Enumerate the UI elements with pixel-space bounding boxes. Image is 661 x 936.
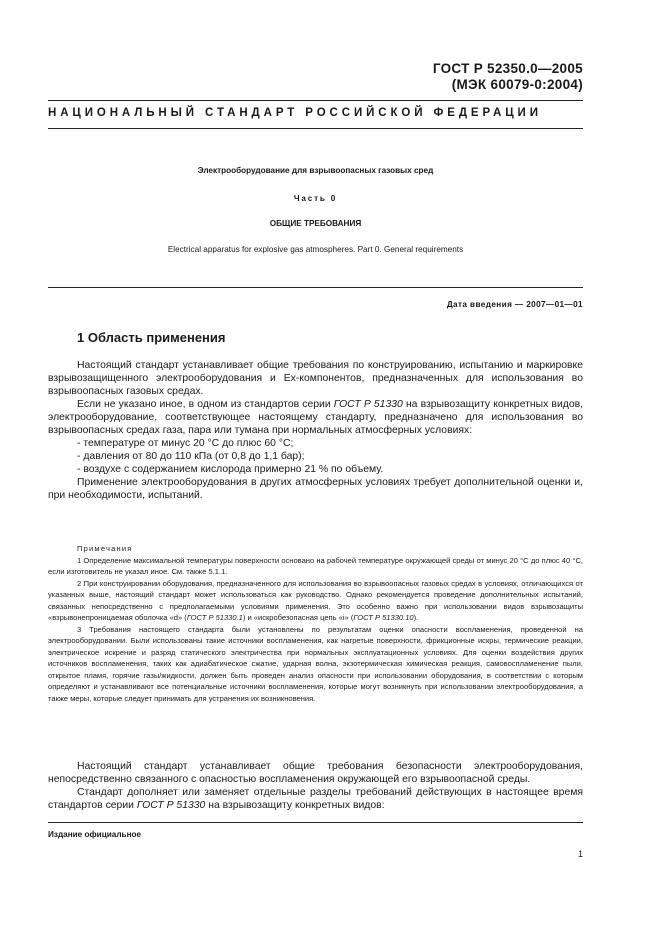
title-general: ОБЩИЕ ТРЕБОВАНИЯ bbox=[269, 219, 362, 228]
title-rule bbox=[48, 287, 583, 288]
paragraph-supplement bbox=[48, 786, 583, 812]
list-item-pressure: - давления от 80 до 110 кПа (от 0,8 до 1,1 бар); bbox=[77, 451, 305, 462]
national-standard-heading: НАЦИОНАЛЬНЫЙ СТАНДАРТ РОССИЙСКОЙ ФЕДЕРАЦИИ bbox=[48, 107, 542, 119]
title-russian: Электрооборудование для взрывоопасных газовых сред bbox=[197, 166, 434, 175]
list-item-oxygen: - воздухе с содержанием кислорода примерно 21 % по объему. bbox=[77, 464, 384, 475]
text-span: на взрывозащиту конкретных видов, электрооборудование, соответствующее настоящему стандарту, предназначено для использования во взрывоопасных средах газа, пара или тумана при нормальных атмосферных условиях: bbox=[48, 399, 584, 436]
note-1: 1 Определение максимальной температуры поверхности основано на рабочей температуре окружающей среды от минус 20 °С до плюс 40 °С, если изготовитель не указал иное. См. также 5.1.1. bbox=[48, 555, 583, 576]
paragraph-safety: Настоящий стандарт устанавливает общие требования безопасности электрооборудования, непосредственно связанного с опасностью воспламенения окружающей его взрывоопасной среды. bbox=[48, 761, 583, 785]
section-title: 1 Область применения bbox=[77, 330, 226, 345]
paragraph-conditions bbox=[48, 398, 583, 437]
list-item-temperature: - температуре от минус 20 °С до плюс 60 °С; bbox=[77, 438, 294, 449]
note-3: 3 Требования настоящего стандарта были установлены по результатам оценки опасности воспламенения, проведенной на электрооборудовании. Были использованы такие источники воспламенения, как нагретые поверхности, фрикционные искры, термические реакции, электрическое искрение и разряд статического электричества при нормальных эксплуатационных условиях. Для оценки воздействия других источников воспламенения, таких как адиабатическое сжатие, ударная волна, экзотермическая химическая реакция, самовоспламенение пыли, открытое пламя, горячие газы/жидкости, должен быть проведен анализ опасности при использовании оборудования, в соответствии с которым определяют и устанавливают все потенциальные источники воспламенения, которые могут возникнуть при использовании электрооборудования, а также меры, которые следует принимать для устранения их возникновения. bbox=[48, 624, 583, 703]
standard-reference: ГОСТ Р 51330 bbox=[333, 399, 403, 410]
page-number: 1 bbox=[577, 849, 583, 859]
iec-number: (МЭК 60079-0:2004) bbox=[451, 77, 583, 92]
standard-reference: ГОСТ Р 51330.10 bbox=[353, 613, 414, 622]
notes-title: Примечания bbox=[77, 544, 133, 553]
title-part: Часть 0 bbox=[293, 194, 338, 203]
gost-number: ГОСТ Р 52350.0—2005 bbox=[432, 61, 583, 76]
standard-reference: ГОСТ Р 51330 bbox=[136, 800, 206, 811]
section-body bbox=[48, 359, 583, 502]
introduction-date: Дата введения — 2007—01—01 bbox=[446, 300, 583, 309]
standard-reference: ГОСТ Р 51330.1 bbox=[186, 613, 243, 622]
official-edition-label: Издание официальное bbox=[48, 830, 142, 839]
text-span: Если не указано иное, в одном из стандартов серии bbox=[77, 399, 334, 410]
text-span: ). bbox=[413, 613, 419, 622]
text-span: 2 При конструировании оборудования, предназначенного для использования во взрывоопасных газовых средах в условиях, отличающихся от указанных выше, настоящий стандарт может использоваться как руководство. Однако рекомендуется проведение дополнительных испытаний, связанных непосредственно с предполагаемыми условиями применения. Это особенно важно при использовании видов взрывозащиты «взрывонепроницаемая оболочка «d» ( bbox=[48, 578, 583, 622]
paragraph-other-conditions: Применение электрооборудования в других атмосферных условиях требует дополнительной оценки и, при необходимости, испытаний. bbox=[48, 477, 583, 501]
closing-body bbox=[48, 760, 583, 812]
paragraph-scope: Настоящий стандарт устанавливает общие требования по конструированию, испытанию и маркировке взрывозащищенного электрооборудования и Ex-компонентов, предназначенных для использования во взрывоопасных газовых средах. bbox=[48, 360, 583, 397]
footer-rule bbox=[48, 822, 583, 823]
text-span: Стандарт дополняет или заменяет отдельные разделы требований действующих в настоящее время стандартов серии bbox=[48, 787, 583, 811]
text-span: на взрывозащиту конкретных видов: bbox=[205, 800, 385, 811]
top-rule bbox=[48, 100, 583, 101]
heading-rule bbox=[48, 128, 583, 129]
title-english: Electrical apparatus for explosive gas atmospheres. Part 0. General requirements bbox=[167, 245, 464, 254]
standard-number-block bbox=[433, 61, 583, 93]
note-2 bbox=[48, 578, 583, 624]
text-span: ) и «искробезопасная цепь «i» ( bbox=[242, 613, 354, 622]
notes-block bbox=[48, 543, 583, 704]
